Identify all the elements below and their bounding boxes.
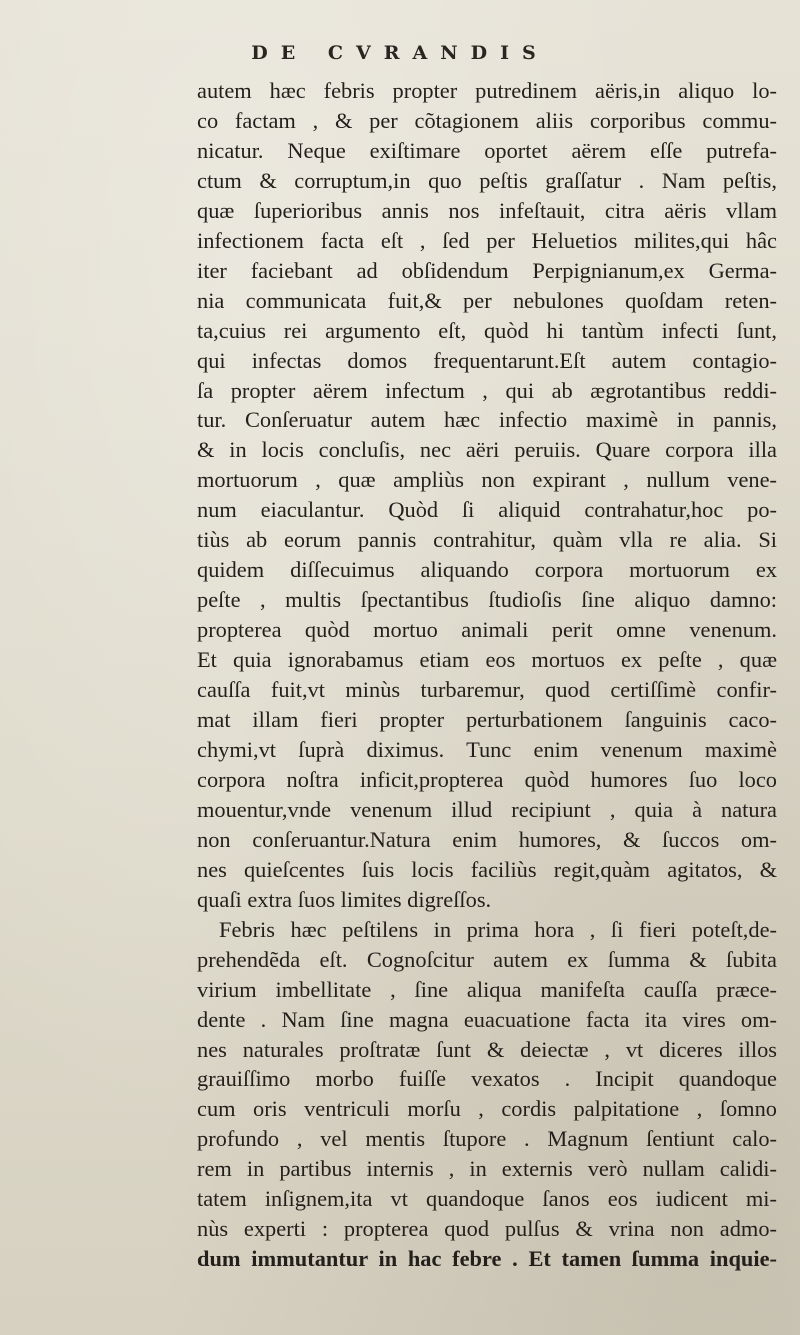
text-line: nes quieſcentes ſuis locis faciliùs regit,quàm agitatos, & [197,856,777,882]
text-line: Et quia ignorabamus etiam eos mortuos ex peſte , quæ [197,647,777,673]
text-line: rem in partibus internis , in externis verò nullam calidi- [197,1156,777,1182]
text-line: cum oris ventriculi morſu , cordis palpitatione , ſomno [197,1096,777,1122]
text-line: ctum & corruptum,in quo peſtis graſſatur . Nam peſtis, [197,167,777,193]
text-line: num eiaculantur. Quòd ſi aliquid contrahatur,hoc po- [197,497,777,523]
text-line: co factam , & per cõtagionem aliis corporibus commu- [197,107,777,133]
running-head: DE CVRANDIS [251,42,549,64]
text-line: ſa propter aërem infectum , qui ab ægrotantibus reddi- [197,377,777,403]
text-line: ta,cuius rei argumento eſt, quòd hi tantùm infecti ſunt, [197,317,777,343]
text-line: quaſi extra ſuos limites digreſſos. [197,886,492,912]
text-line: infectionem facta eſt , ſed per Heluetios milites,qui hâc [197,227,777,253]
text-line: iter faciebant ad obſidendum Perpignianum,ex Germa- [197,257,777,283]
text-line: quæ ſuperioribus annis nos infeſtauit, citra aëris vllam [197,197,777,223]
text-line: mat illam fieri propter perturbationem ſanguinis caco- [197,707,777,733]
text-line: profundo , vel mentis ſtupore . Magnum ſentiunt calo- [197,1126,777,1152]
text-line: dente . Nam ſine magna euacuatione facta ita vires om- [197,1006,777,1032]
text-line: chymi,vt ſuprà diximus. Tunc enim venenum maximè [197,736,777,762]
text-line: & in locis concluſis, nec aëri peruiis. Quare corpora illa [197,437,777,463]
text-line: virium imbellitate , ſine aliqua manifeſta cauſſa præce- [197,976,777,1002]
text-line: Febris hæc peſtilens in prima hora , ſi fieri poteſt,de- [219,916,777,942]
body-text [197,76,777,1274]
text-line: corpora noſtra inficit,propterea quòd humores ſuo loco [197,766,777,792]
text-line: mortuorum , quæ ampliùs non expirant , nullum vene- [197,467,777,493]
text-line: non conſeruantur.Natura enim humores, & ſuccos om- [197,826,777,852]
text-line: propterea quòd mortuo animali perit omne venenum. [197,617,777,643]
text-line: qui infectas domos frequentarunt.Eſt autem contagio- [197,347,777,373]
text-line: tatem inſignem,ita vt quandoque ſanos eos iudicent mi- [197,1186,777,1212]
text-line: prehendẽda eſt. Cognoſcitur autem ex ſumma & ſubita [197,946,777,972]
text-line: peſte , multis ſpectantibus ſtudioſis ſine aliquo damno: [197,587,777,613]
text-line: autem hæc febris propter putredinem aëris,in aliquo lo- [197,78,777,103]
text-line: grauiſſimo morbo fuiſſe vexatos . Incipit quandoque [197,1066,777,1092]
text-line: dum immutantur in hac febre . Et tamen ſumma inquie- [197,1246,777,1272]
text-line: tur. Conſeruatur autem hæc infectio maximè in pannis, [197,407,777,433]
text-line: nes naturales proſtratæ ſunt & deiectæ , vt diceres illos [197,1036,777,1062]
text-line: cauſſa fuit,vt minùs turbaremur, quod certiſſimè confir- [197,677,777,703]
text-line: nicatur. Neque exiſtimare oportet aërem eſſe putrefa- [197,137,777,163]
text-line: mouentur,vnde venenum illud recipiunt , quia à natura [197,796,777,822]
text-line: nia communicata fuit,& per nebulones quoſdam reten- [197,287,777,313]
text-line: quidem diſſecuimus aliquando corpora mortuorum ex [197,557,777,583]
text-line: tiùs ab eorum pannis contrahitur, quàm vlla re alia. Si [197,527,777,553]
text-line: nùs experti : propterea quod pulſus & vrina non admo- [197,1216,777,1242]
